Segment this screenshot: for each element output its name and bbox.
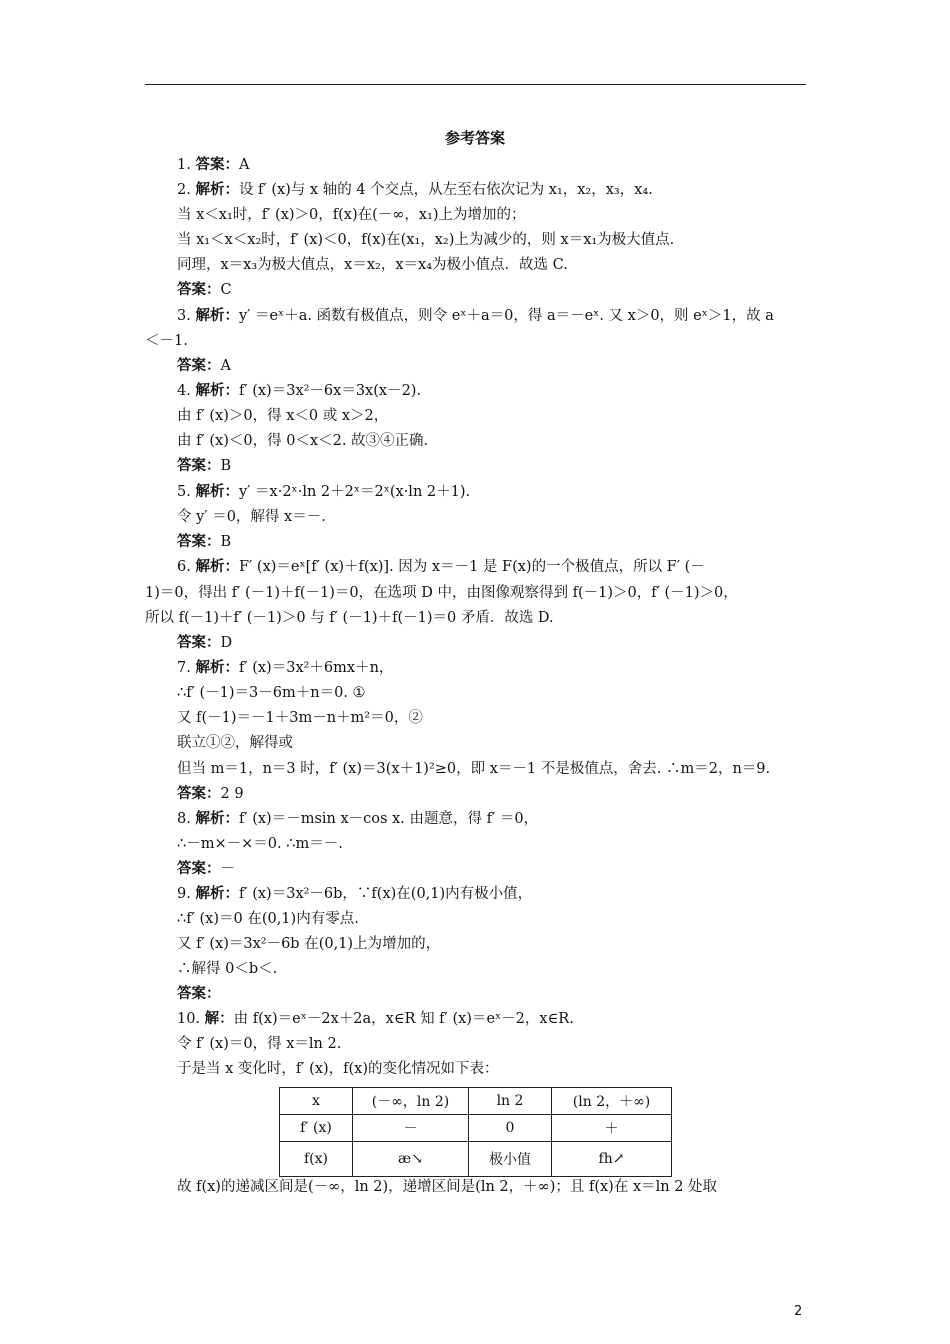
header-rule xyxy=(145,84,806,85)
line-text: 但当 m＝1，n＝3 时，f′ (x)＝3(x＋1)²≥0，即 x＝－1 不是极值点，舍去. ∴m＝2，n＝9. xyxy=(177,761,771,777)
text-line xyxy=(177,860,235,878)
line-text: y′ ＝eˣ＋a. 函数有极值点，则令 eˣ＋a＝0，得 a＝－eˣ. 又 x＞0，则 eˣ＞1，故 a xyxy=(238,308,774,324)
table-cell: 0 xyxy=(469,1115,552,1142)
answer-label: 解析： xyxy=(195,182,239,198)
table-cell: æ↘ xyxy=(353,1142,469,1177)
text-line xyxy=(177,960,277,978)
text-line xyxy=(177,256,568,274)
text-line xyxy=(177,1010,574,1028)
line-text: 设 f′ (x)与 x 轴的 4 个交点，从左至右依次记为 x₁，x₂，x₃，x₄. xyxy=(238,182,653,198)
text-line xyxy=(177,760,770,778)
line-text: A xyxy=(220,358,231,374)
item-number: 7. xyxy=(177,660,191,676)
text-line xyxy=(145,332,188,350)
text-line xyxy=(177,357,231,375)
item-number: 2. xyxy=(177,182,191,198)
answer-label: 答案： xyxy=(177,986,221,1002)
table-cell: ln 2 xyxy=(469,1088,552,1115)
text-line xyxy=(177,709,423,727)
table-header-row xyxy=(280,1088,672,1115)
line-text: 又 f′ (x)＝3x²－6b 在(0,1)上为增加的， xyxy=(177,936,441,952)
line-text: 令 y′ ＝0，解得 x＝－. xyxy=(177,509,326,525)
line-text: 当 x₁＜x＜x₂时，f′ (x)＜0，f(x)在(x₁，x₂)上为减少的，则 x＝x₁为极大值点. xyxy=(177,232,675,248)
line-text: － xyxy=(220,861,235,877)
line-text: 于是当 x 变化时，f′ (x)，f(x)的变化情况如下表： xyxy=(177,1061,499,1077)
answer-label: 解析： xyxy=(195,660,239,676)
text-line xyxy=(177,985,221,1003)
line-text: f′ (x)＝－msin x－cos x. 由题意，得 f′ ＝0， xyxy=(238,811,539,827)
line-text: 由 f′ (x)＜0，得 0＜x＜2. 故③④正确. xyxy=(177,433,429,449)
text-line xyxy=(177,684,366,702)
item-number: 8. xyxy=(177,811,191,827)
text-line xyxy=(177,156,249,174)
answer-label: 答案： xyxy=(177,635,221,651)
text-line xyxy=(177,533,231,551)
text-line xyxy=(177,935,440,953)
text-line xyxy=(177,181,653,199)
answer-label: 答案： xyxy=(177,786,221,802)
table-cell: － xyxy=(353,1115,469,1142)
item-number: 5. xyxy=(177,484,191,500)
table-cell: 极小值 xyxy=(469,1142,552,1177)
text-line xyxy=(177,206,526,224)
text-line xyxy=(177,307,774,325)
answer-label: 解析： xyxy=(195,383,239,399)
line-text: 1)＝0，得出 f′ (－1)＋f(－1)＝0，在选项 D 中，由图像观察得到 f(－1)＞0，f′ (－1)＞0， xyxy=(145,585,738,601)
answer-label: 答案： xyxy=(177,861,221,877)
text-line xyxy=(177,231,674,249)
text-line xyxy=(177,634,232,652)
text-line xyxy=(177,1035,341,1053)
text-line xyxy=(177,659,393,677)
line-text: y′ ＝x·2ˣ·ln 2＋2ˣ＝2ˣ(x·ln 2＋1). xyxy=(238,484,471,500)
item-number: 3. xyxy=(177,308,191,324)
line-text: 2 9 xyxy=(220,786,244,802)
line-text: F′ (x)＝eˣ[f′ (x)＋f(x)]. 因为 x＝－1 是 F(x)的一个极值点，所以 F′ (－ xyxy=(238,559,705,575)
line-text: 同理，x＝x₃为极大值点，x＝x₂，x＝x₄为极小值点．故选 C. xyxy=(177,257,568,273)
text-line xyxy=(177,885,532,903)
text-line xyxy=(177,457,231,475)
table-cell: (ln 2，＋∞) xyxy=(552,1088,672,1115)
text-line xyxy=(177,835,343,853)
answer-label: 答案： xyxy=(195,157,239,173)
answer-label: 解析： xyxy=(195,886,239,902)
answer-label: 解析： xyxy=(195,559,239,575)
text-line xyxy=(177,785,244,803)
line-text: f′ (x)＝3x²－6x＝3x(x－2). xyxy=(238,383,422,399)
line-text: ∴解得 0＜b＜. xyxy=(177,961,278,977)
answer-label: 答案： xyxy=(177,534,221,550)
line-text: ＜－1. xyxy=(145,333,188,349)
table-row xyxy=(280,1142,672,1177)
table-cell: x xyxy=(280,1088,353,1115)
line-text: 所以 f(－1)＋f′ (－1)＞0 与 f′ (－1)＋f(－1)＝0 矛盾．故选 D. xyxy=(145,610,554,626)
line-text: f′ (x)＝3x²＋6mx＋n， xyxy=(238,660,394,676)
item-number: 1. xyxy=(177,157,191,173)
line-text: 由 f(x)＝eˣ－2x＋2a，x∈R 知 f′ (x)＝eˣ－2，x∈R. xyxy=(233,1011,574,1027)
line-text: f′ (x)＝3x²－6b，∵f(x)在(0,1)内有极小值， xyxy=(238,886,533,902)
text-line xyxy=(177,734,293,752)
table-cell: ＋ xyxy=(552,1115,672,1142)
item-number: 4. xyxy=(177,383,191,399)
line-text: A xyxy=(238,157,250,173)
variation-table xyxy=(279,1087,672,1177)
text-line xyxy=(177,910,359,928)
table-cell: (－∞，ln 2) xyxy=(353,1088,469,1115)
text-line xyxy=(177,558,705,576)
text-line xyxy=(177,281,232,299)
line-text: 又 f(－1)＝－1＋3m－n＋m²＝0，② xyxy=(177,710,423,726)
line-text: D xyxy=(220,635,233,651)
answer-label: 解析： xyxy=(195,811,239,827)
line-text: ∴－m×－×＝0. ∴m＝－. xyxy=(177,836,343,852)
answer-label: 解析： xyxy=(195,484,239,500)
answer-label: 答案： xyxy=(177,458,221,474)
page-number: 2 xyxy=(794,1304,803,1319)
line-text: ∴f′ (x)＝0 在(0,1)内有零点. xyxy=(177,911,359,927)
page-title: 参考答案 xyxy=(444,129,505,147)
answer-label: 答案： xyxy=(177,358,221,374)
text-line xyxy=(145,584,738,602)
table-cell: fh↗ xyxy=(552,1142,672,1177)
line-text: C xyxy=(220,282,232,298)
line-text: 当 x＜x₁时，f′ (x)＞0，f(x)在(－∞，x₁)上为增加的； xyxy=(177,207,526,223)
item-number: 6. xyxy=(177,559,191,575)
line-text: 联立①②，解得或 xyxy=(177,735,293,751)
line-text: 由 f′ (x)＞0，得 x＜0 或 x＞2， xyxy=(177,408,389,424)
text-line xyxy=(177,432,428,450)
text-line xyxy=(177,382,421,400)
answer-label: 解析： xyxy=(195,308,239,324)
text-line xyxy=(145,609,554,627)
line-text: B xyxy=(220,458,232,474)
text-line xyxy=(177,483,470,501)
table-cell: f(x) xyxy=(280,1142,353,1177)
text-line xyxy=(177,508,326,526)
line-text: 令 f′ (x)＝0，得 x＝ln 2. xyxy=(177,1036,342,1052)
line-text: B xyxy=(220,534,232,550)
item-number: 9. xyxy=(177,886,191,902)
text-line xyxy=(177,407,388,425)
table-cell: f′ (x) xyxy=(280,1115,353,1142)
text-line xyxy=(177,1060,499,1078)
text-line xyxy=(177,810,538,828)
item-number: 10. xyxy=(177,1011,201,1027)
line-text: ∴f′ (－1)＝3－6m＋n＝0. ① xyxy=(177,685,366,701)
answer-label: 答案： xyxy=(177,282,221,298)
text-line: 故 f(x)的递减区间是(－∞，ln 2)，递增区间是(ln 2，＋∞)；且 f(x)在 x＝ln 2 处取 xyxy=(177,1179,718,1195)
table-row xyxy=(280,1115,672,1142)
answer-label: 解： xyxy=(204,1011,234,1027)
